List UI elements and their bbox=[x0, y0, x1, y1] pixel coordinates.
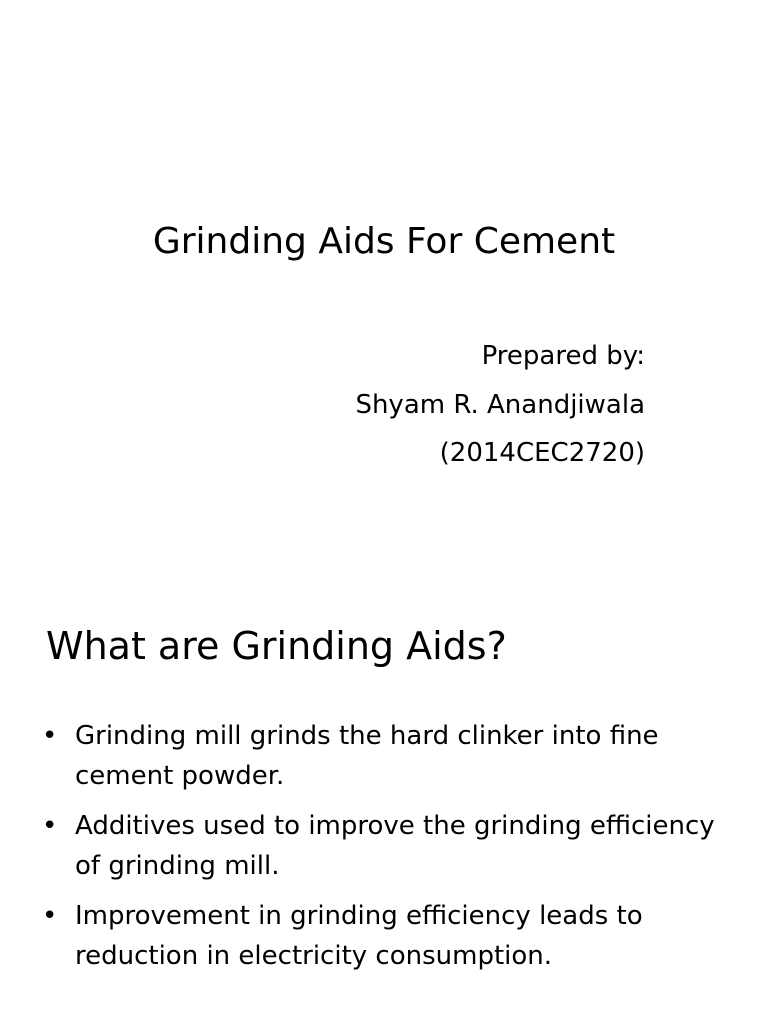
bullet-item bbox=[40, 806, 730, 886]
bullet-marker: • bbox=[42, 721, 58, 751]
bullet-text: Grinding mill grinds the hard clinker into fine cement powder. bbox=[75, 721, 659, 791]
bullet-marker: • bbox=[42, 901, 58, 931]
bullet-marker: • bbox=[42, 811, 58, 841]
bullet-list bbox=[40, 716, 730, 986]
presenter-info bbox=[355, 332, 645, 478]
author-name: Shyam R. Anandjiwala bbox=[355, 389, 645, 420]
bullet-item bbox=[40, 716, 730, 796]
author-id: (2014CEC2720) bbox=[439, 438, 645, 468]
presentation-title: Grinding Aids For Cement bbox=[152, 221, 616, 262]
slide-title: What are Grinding Aids? bbox=[46, 624, 507, 668]
bullet-text: Additives used to improve the grinding efficiency of grinding mill. bbox=[75, 811, 715, 881]
bullet-item bbox=[40, 896, 730, 976]
bullet-text: Improvement in grinding efficiency leads to reduction in electricity consumption. bbox=[75, 901, 643, 971]
prepared-by-label: Prepared by: bbox=[481, 341, 645, 371]
content-slide bbox=[0, 512, 768, 1024]
